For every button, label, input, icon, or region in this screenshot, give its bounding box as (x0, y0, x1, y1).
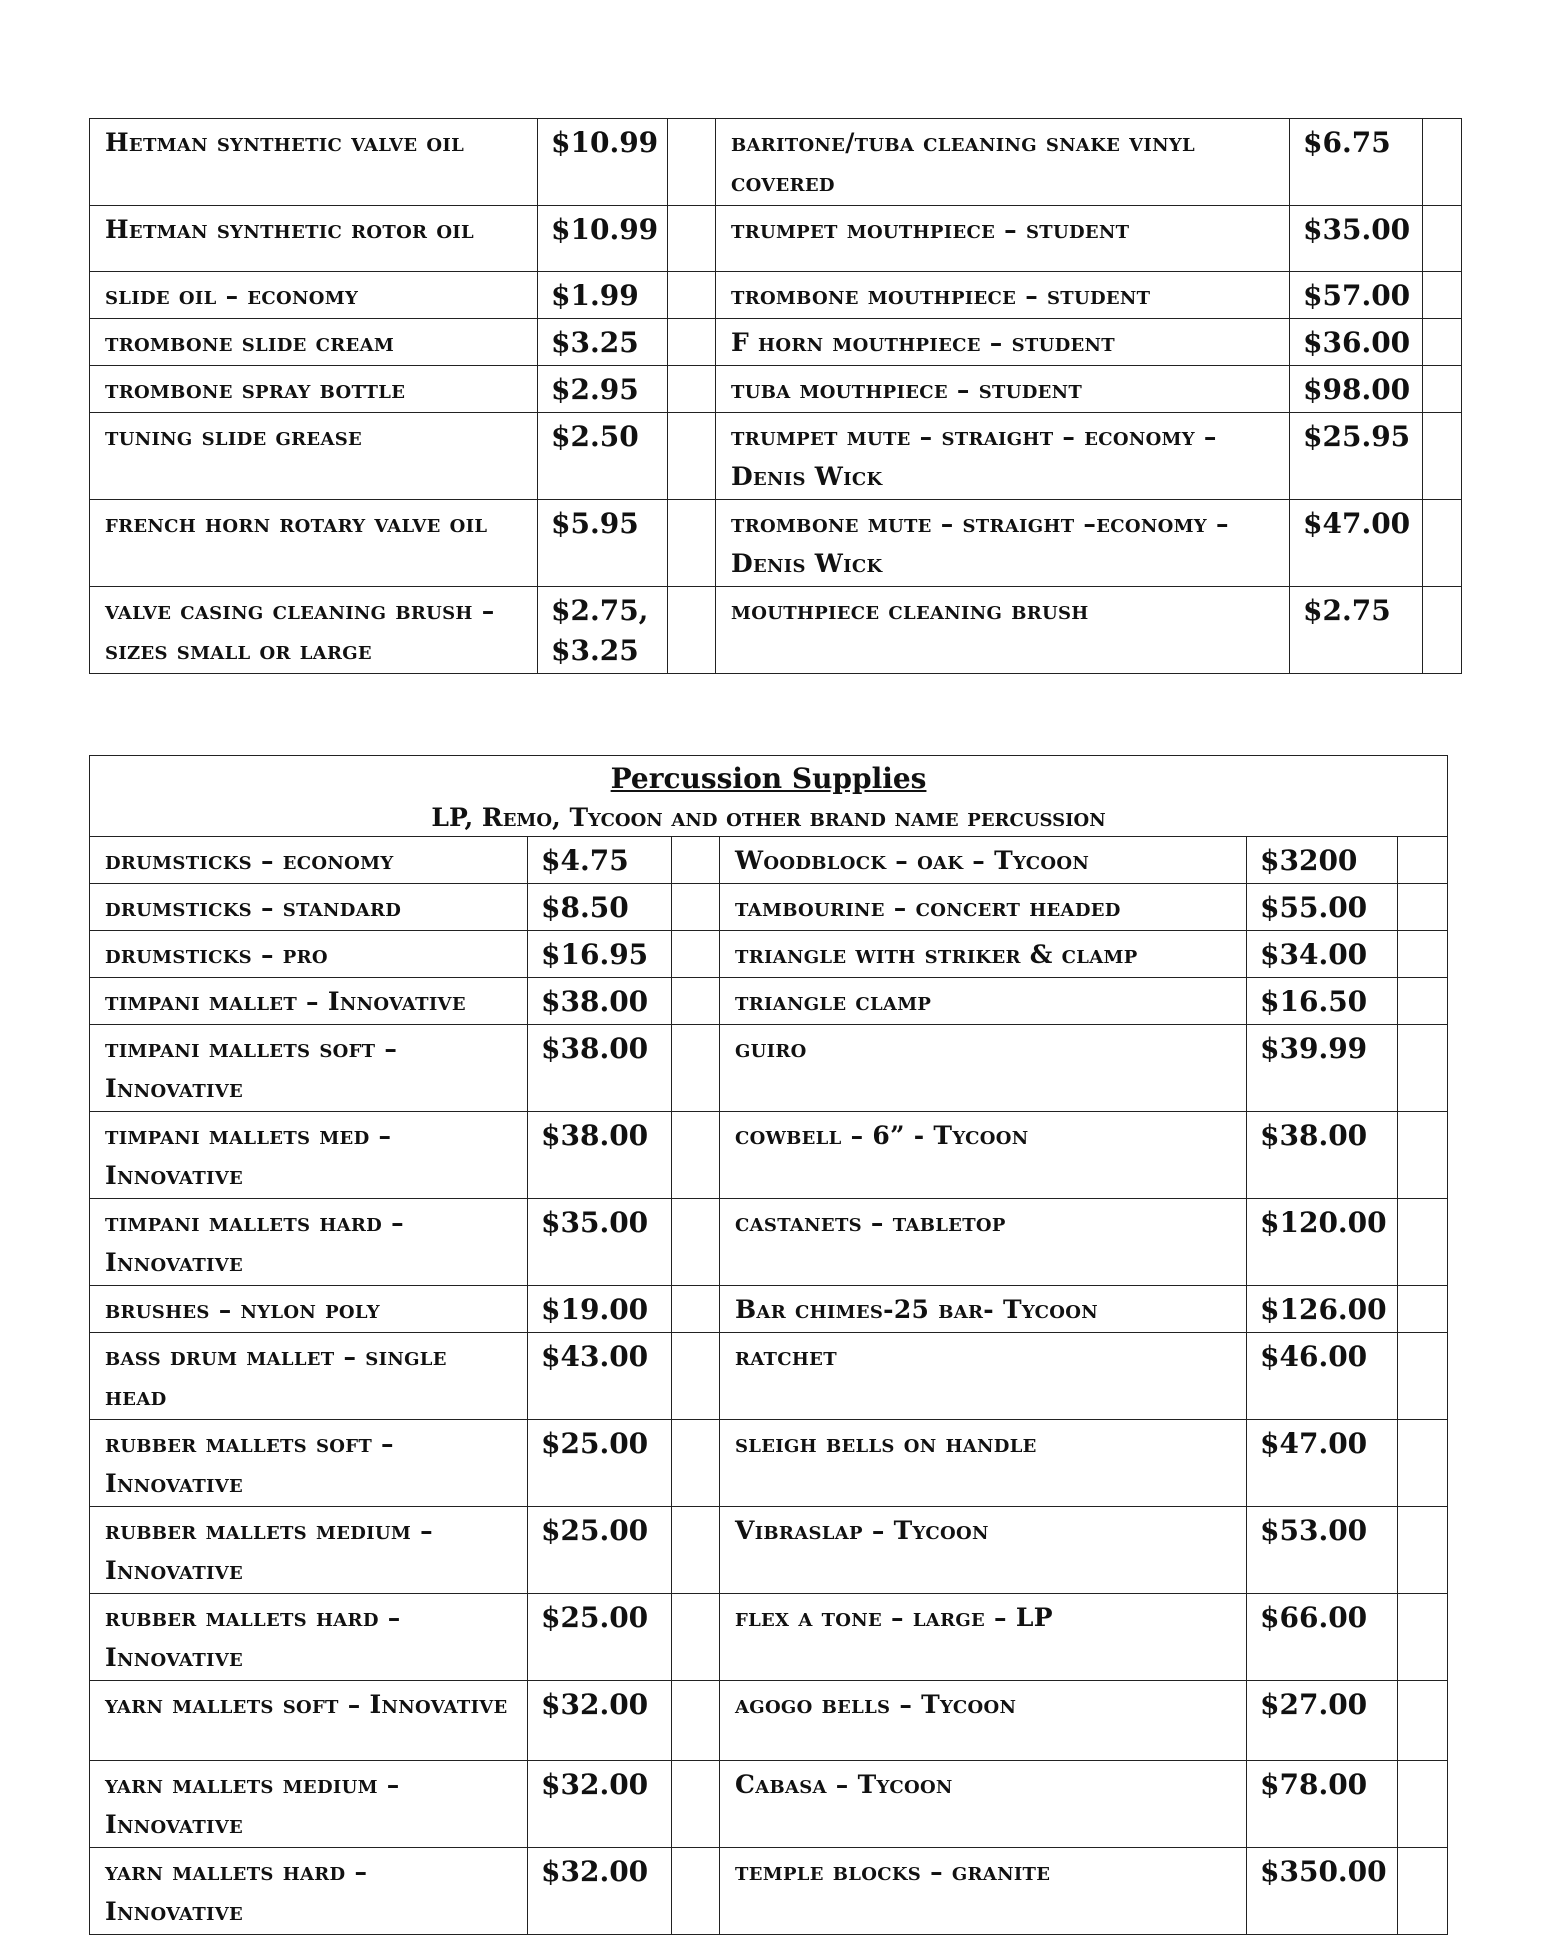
right-item-name: trombone mouthpiece – student (716, 272, 1290, 319)
table-row (90, 978, 1448, 1025)
right-order-box[interactable] (1398, 837, 1448, 884)
left-order-box[interactable] (672, 1507, 720, 1594)
left-item-name: yarn mallets soft – Innovative (90, 1681, 528, 1761)
right-order-box[interactable] (1398, 1199, 1448, 1286)
table-row (90, 319, 1462, 366)
table-row (90, 1681, 1448, 1761)
right-order-box[interactable] (1398, 1594, 1448, 1681)
table-row (90, 413, 1462, 500)
right-item-name: triangle clamp (720, 978, 1247, 1025)
left-item-price: $2.75, $3.25 (538, 587, 668, 674)
left-order-box[interactable] (668, 413, 716, 500)
right-item-price: $36.00 (1290, 319, 1423, 366)
left-item-name: slide oil – economy (90, 272, 538, 319)
right-item-price: $25.95 (1290, 413, 1423, 500)
left-item-price: $19.00 (528, 1286, 672, 1333)
left-item-price: $4.75 (528, 837, 672, 884)
right-item-price: $46.00 (1247, 1333, 1398, 1420)
left-order-box[interactable] (672, 1025, 720, 1112)
left-item-name: timpani mallets soft – Innovative (90, 1025, 528, 1112)
right-order-box[interactable] (1398, 1507, 1448, 1594)
left-item-price: $25.00 (528, 1420, 672, 1507)
left-order-box[interactable] (672, 1848, 720, 1935)
right-item-price: $78.00 (1247, 1761, 1398, 1848)
right-item-price: $98.00 (1290, 366, 1423, 413)
table-row (90, 366, 1462, 413)
left-item-price: $43.00 (528, 1333, 672, 1420)
right-order-box[interactable] (1398, 1025, 1448, 1112)
right-order-box[interactable] (1423, 319, 1462, 366)
left-item-name: rubber mallets hard – Innovative (90, 1594, 528, 1681)
right-order-box[interactable] (1398, 978, 1448, 1025)
left-item-price: $25.00 (528, 1594, 672, 1681)
table-row (90, 837, 1448, 884)
left-item-name: Hetman synthetic rotor oil (90, 206, 538, 272)
right-order-box[interactable] (1398, 1848, 1448, 1935)
left-item-price: $5.95 (538, 500, 668, 587)
percussion-supplies-table (89, 755, 1448, 1935)
table-row (90, 1507, 1448, 1594)
left-item-name: Hetman synthetic valve oil (90, 119, 538, 206)
left-order-box[interactable] (672, 837, 720, 884)
left-order-box[interactable] (668, 500, 716, 587)
right-item-price: $47.00 (1290, 500, 1423, 587)
right-item-name: F horn mouthpiece – student (716, 319, 1290, 366)
right-item-name: flex a tone – large – LP (720, 1594, 1247, 1681)
left-order-box[interactable] (672, 1594, 720, 1681)
table-row (90, 1761, 1448, 1848)
right-item-name: cowbell – 6” - Tycoon (720, 1112, 1247, 1199)
left-item-price: $38.00 (528, 1112, 672, 1199)
right-item-name: trumpet mute – straight – economy – Denis Wick (716, 413, 1290, 500)
left-order-box[interactable] (668, 272, 716, 319)
right-item-price: $350.00 (1247, 1848, 1398, 1935)
left-item-name: timpani mallets med – Innovative (90, 1112, 528, 1199)
left-item-price: $38.00 (528, 978, 672, 1025)
table-row (90, 1112, 1448, 1199)
left-item-price: $32.00 (528, 1848, 672, 1935)
left-item-price: $3.25 (538, 319, 668, 366)
right-order-box[interactable] (1398, 1681, 1448, 1761)
right-item-price: $6.75 (1290, 119, 1423, 206)
right-item-name: trombone mute – straight –economy – Denis Wick (716, 500, 1290, 587)
left-item-name: timpani mallets hard – Innovative (90, 1199, 528, 1286)
right-item-name: ratchet (720, 1333, 1247, 1420)
left-item-price: $32.00 (528, 1761, 672, 1848)
right-item-name: Woodblock – oak – Tycoon (720, 837, 1247, 884)
right-item-price: $47.00 (1247, 1420, 1398, 1507)
left-order-box[interactable] (668, 587, 716, 674)
percussion-subtitle: LP, Remo, Tycoon and other brand name percussion (431, 803, 1106, 832)
left-item-name: rubber mallets medium – Innovative (90, 1507, 528, 1594)
right-item-name: Bar chimes-25 bar- Tycoon (720, 1286, 1247, 1333)
right-item-price: $66.00 (1247, 1594, 1398, 1681)
right-item-name: temple blocks – granite (720, 1848, 1247, 1935)
table-row (90, 1594, 1448, 1681)
left-item-name: trombone spray bottle (90, 366, 538, 413)
right-item-name: Vibraslap – Tycoon (720, 1507, 1247, 1594)
right-item-price: $2.75 (1290, 587, 1423, 674)
right-order-box[interactable] (1398, 1761, 1448, 1848)
right-item-price: $16.50 (1247, 978, 1398, 1025)
table-row (90, 1199, 1448, 1286)
left-order-box[interactable] (672, 884, 720, 931)
left-item-name: drumsticks – economy (90, 837, 528, 884)
right-item-name: mouthpiece cleaning brush (716, 587, 1290, 674)
table-row (90, 1848, 1448, 1935)
right-item-price: $120.00 (1247, 1199, 1398, 1286)
brass-supplies-table (89, 118, 1462, 674)
left-order-box[interactable] (672, 1420, 720, 1507)
right-item-name: Cabasa – Tycoon (720, 1761, 1247, 1848)
right-item-name: baritone/tuba cleaning snake vinyl covered (716, 119, 1290, 206)
left-order-box[interactable] (672, 1112, 720, 1199)
table-row (90, 1420, 1448, 1507)
right-order-box[interactable] (1398, 884, 1448, 931)
right-order-box[interactable] (1398, 1112, 1448, 1199)
right-item-price: $34.00 (1247, 931, 1398, 978)
right-item-name: agogo bells – Tycoon (720, 1681, 1247, 1761)
right-item-price: $3200 (1247, 837, 1398, 884)
left-order-box[interactable] (672, 931, 720, 978)
left-item-price: $25.00 (528, 1507, 672, 1594)
left-order-box[interactable] (672, 1286, 720, 1333)
right-order-box[interactable] (1423, 587, 1462, 674)
right-order-box[interactable] (1398, 1420, 1448, 1507)
right-item-price: $27.00 (1247, 1681, 1398, 1761)
left-item-name: yarn mallets medium – Innovative (90, 1761, 528, 1848)
table-row (90, 587, 1462, 674)
left-item-price: $16.95 (528, 931, 672, 978)
table-row (90, 884, 1448, 931)
left-order-box[interactable] (672, 1681, 720, 1761)
right-order-box[interactable] (1398, 931, 1448, 978)
percussion-header (90, 756, 1448, 837)
right-item-name: trumpet mouthpiece – student (716, 206, 1290, 272)
right-order-box[interactable] (1423, 272, 1462, 319)
left-item-name: rubber mallets soft – Innovative (90, 1420, 528, 1507)
percussion-header-row (90, 756, 1448, 837)
left-item-name: french horn rotary valve oil (90, 500, 538, 587)
left-order-box[interactable] (668, 319, 716, 366)
left-item-price: $2.50 (538, 413, 668, 500)
right-item-price: $55.00 (1247, 884, 1398, 931)
table-row (90, 1286, 1448, 1333)
left-item-price: $2.95 (538, 366, 668, 413)
left-item-price: $35.00 (528, 1199, 672, 1286)
right-item-price: $53.00 (1247, 1507, 1398, 1594)
left-item-name: yarn mallets hard – Innovative (90, 1848, 528, 1935)
right-item-name: triangle with striker & clamp (720, 931, 1247, 978)
table-row (90, 1333, 1448, 1420)
right-order-box[interactable] (1423, 206, 1462, 272)
right-order-box[interactable] (1398, 1286, 1448, 1333)
table-row (90, 931, 1448, 978)
table-row (90, 272, 1462, 319)
left-item-price: $10.99 (538, 206, 668, 272)
right-order-box[interactable] (1423, 413, 1462, 500)
right-item-name: sleigh bells on handle (720, 1420, 1247, 1507)
left-item-name: drumsticks – pro (90, 931, 528, 978)
right-order-box[interactable] (1423, 500, 1462, 587)
right-item-name: guiro (720, 1025, 1247, 1112)
right-order-box[interactable] (1398, 1333, 1448, 1420)
left-order-box[interactable] (672, 978, 720, 1025)
left-item-name: valve casing cleaning brush – sizes small or large (90, 587, 538, 674)
table-row (90, 119, 1462, 206)
left-item-name: tuning slide grease (90, 413, 538, 500)
right-order-box[interactable] (1423, 119, 1462, 206)
right-item-name: tuba mouthpiece – student (716, 366, 1290, 413)
right-item-price: $57.00 (1290, 272, 1423, 319)
right-item-name: tambourine – concert headed (720, 884, 1247, 931)
right-order-box[interactable] (1423, 366, 1462, 413)
left-order-box[interactable] (672, 1761, 720, 1848)
left-item-name: brushes – nylon poly (90, 1286, 528, 1333)
left-item-price: $38.00 (528, 1025, 672, 1112)
right-item-price: $35.00 (1290, 206, 1423, 272)
table-row (90, 206, 1462, 272)
left-order-box[interactable] (668, 366, 716, 413)
left-item-name: trombone slide cream (90, 319, 538, 366)
left-item-name: timpani mallet – Innovative (90, 978, 528, 1025)
left-order-box[interactable] (668, 119, 716, 206)
left-item-price: $10.99 (538, 119, 668, 206)
left-item-price: $1.99 (538, 272, 668, 319)
left-item-price: $8.50 (528, 884, 672, 931)
right-item-price: $126.00 (1247, 1286, 1398, 1333)
left-item-name: bass drum mallet – single head (90, 1333, 528, 1420)
left-order-box[interactable] (672, 1199, 720, 1286)
percussion-title: Percussion Supplies (610, 762, 927, 795)
left-item-price: $32.00 (528, 1681, 672, 1761)
right-item-name: castanets – tabletop (720, 1199, 1247, 1286)
right-item-price: $39.99 (1247, 1025, 1398, 1112)
left-order-box[interactable] (672, 1333, 720, 1420)
table-row (90, 500, 1462, 587)
right-item-price: $38.00 (1247, 1112, 1398, 1199)
left-item-name: drumsticks – standard (90, 884, 528, 931)
table-row (90, 1025, 1448, 1112)
left-order-box[interactable] (668, 206, 716, 272)
